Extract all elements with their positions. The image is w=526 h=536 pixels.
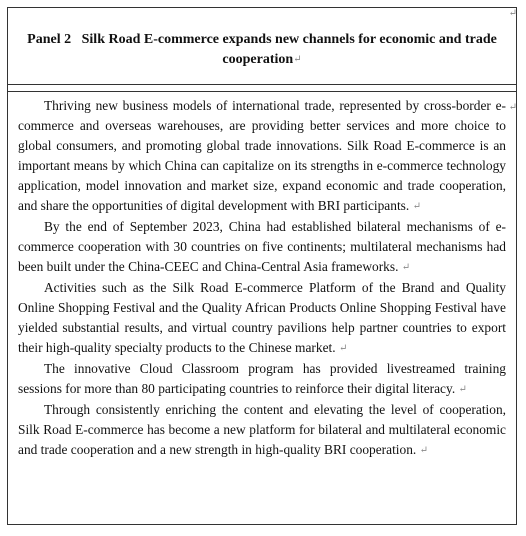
- cell-marker: ↵: [508, 102, 517, 113]
- body-paragraph: Activities such as the Silk Road E-commerce Platform of the Brand and Quality Online Shopping Festival and the Quality African Products Online Shopping Festival have yielded substantial results, and virtual country pavilions help partner countries to export their high-quality specialty products to the Chinese market. ↵: [18, 280, 506, 355]
- paragraph-mark: ↵: [338, 343, 348, 354]
- paragraph-mark: ↵: [293, 54, 302, 65]
- cell-marker: ↵: [508, 8, 517, 19]
- body-paragraph: Through consistently enriching the content and elevating the level of cooperation, Silk Road E-commerce has become a new platform for bilateral and multilateral economic and trade cooperation and a new strength in high-quality BRI cooperation. ↵: [18, 402, 506, 457]
- body-paragraph: The innovative Cloud Classroom program has provided livestreamed training sessions for more than 80 participating countries to reinforce their digital literacy. ↵: [18, 361, 506, 396]
- panel-body: [18, 96, 506, 461]
- paragraph-mark: ↵: [412, 201, 421, 212]
- panel-title-prefix: Panel 2: [27, 32, 72, 47]
- panel-title-text: Silk Road E-commerce expands new channels for economic and trade cooperation: [81, 32, 497, 67]
- panel-title: [18, 30, 506, 70]
- body-paragraph: Thriving new business models of international trade, represented by cross-border e-commerce and overseas warehouses, are providing better services and more choice to global consumers, and promoting global trade innovations. Silk Road E-commerce is an important means by which China can capitalize on its strengths in e-commerce technology application, model innovation and market size, expand economic and trade cooperation, and share the opportunities of digital development with BRI participants. ↵: [18, 98, 506, 213]
- panel-header: [8, 8, 516, 85]
- paragraph-mark: ↵: [401, 262, 411, 273]
- paragraph-mark: ↵: [419, 445, 429, 456]
- panel-box: [7, 7, 517, 525]
- body-paragraph: By the end of September 2023, China had established bilateral mechanisms of e-commerce cooperation with 30 countries on five continents; multilateral mechanisms had been built under the China-CEEC and China-Central Asia frameworks. ↵: [18, 219, 506, 274]
- paragraph-mark: ↵: [458, 384, 467, 395]
- header-spacer-row: [8, 85, 516, 92]
